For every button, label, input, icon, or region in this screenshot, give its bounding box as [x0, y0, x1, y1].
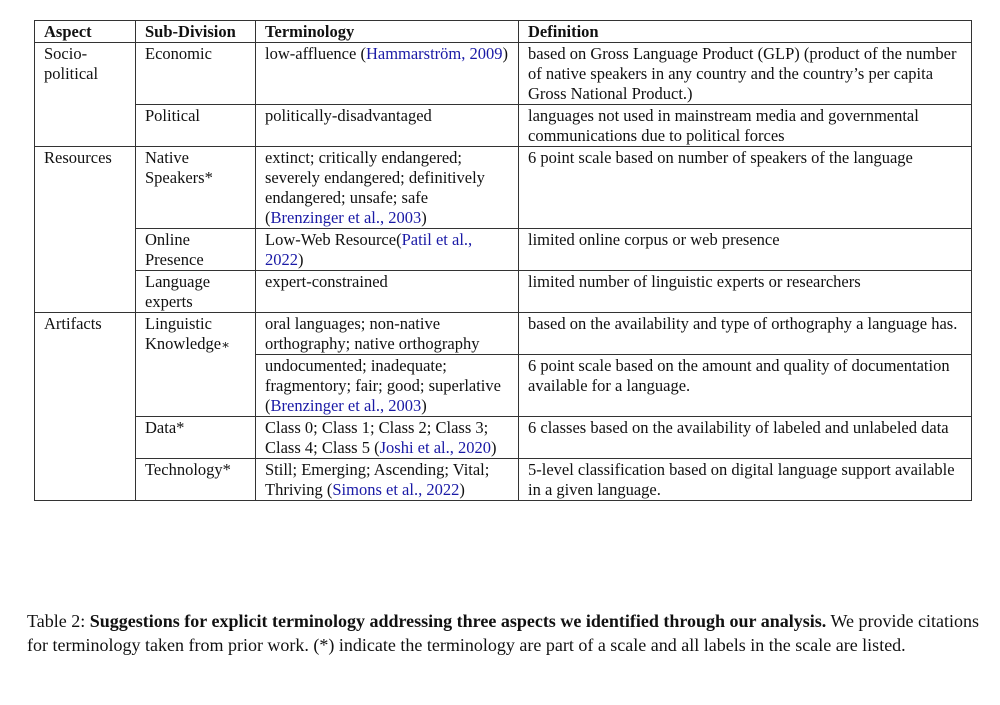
- header-aspect: Aspect: [35, 21, 136, 43]
- term-orthography: oral languages; non-native orthography; native orthography: [256, 313, 519, 355]
- table-header-row: [35, 21, 972, 43]
- term-data: Class 0; Class 1; Class 2; Class 3; Class 4; Class 5 (Joshi et al., 2020): [256, 417, 519, 459]
- table-row: [35, 147, 972, 229]
- aspect-resources: Resources: [35, 147, 136, 313]
- caption-text: We provide citations for terminology taken from prior work. (*) indicate the terminology are part of a scale and all labels in the scale are listed.: [27, 611, 979, 655]
- term-language-experts: expert-constrained: [256, 271, 519, 313]
- sub-political: Political: [136, 105, 256, 147]
- term-documentation: undocumented; inadequate; fragmentory; fair; good; superlative (Brenzinger et al., 2003): [256, 355, 519, 417]
- table-row: [35, 43, 972, 105]
- caption-label: Table 2:: [27, 611, 86, 631]
- term-economic: low-affluence (Hammarström, 2009): [256, 43, 519, 105]
- def-economic: based on Gross Language Product (GLP) (product of the number of native speakers in any country and the country’s per capita Gross National Product.): [519, 43, 972, 105]
- sub-data: Data*: [136, 417, 256, 459]
- table-row: [35, 105, 972, 147]
- table-caption: [27, 609, 979, 657]
- def-technology: 5-level classification based on digital language support available in a given language.: [519, 459, 972, 501]
- citation-link[interactable]: Brenzinger et al., 2003: [270, 396, 422, 415]
- def-political: languages not used in mainstream media and governmental communications due to political forces: [519, 105, 972, 147]
- header-definition: Definition: [519, 21, 972, 43]
- citation-link[interactable]: Joshi et al., 2020: [379, 438, 491, 457]
- header-terminology: Terminology: [256, 21, 519, 43]
- aspect-artifacts: Artifacts: [35, 313, 136, 501]
- sub-linguistic-knowledge: Linguistic Knowledge∗: [136, 313, 256, 417]
- citation-link[interactable]: Patil et al., 2022: [265, 230, 473, 269]
- table-row: [35, 271, 972, 313]
- sub-language-experts: Language experts: [136, 271, 256, 313]
- terminology-table: [34, 20, 972, 501]
- table-row: [35, 313, 972, 355]
- def-online-presence: limited online corpus or web presence: [519, 229, 972, 271]
- caption-bold: Suggestions for explicit terminology addressing three aspects we identified through our analysis.: [89, 611, 827, 631]
- citation-link[interactable]: Hammarström, 2009: [365, 44, 503, 63]
- aspect-socio-political: Socio-political: [35, 43, 136, 147]
- table-row: [35, 459, 972, 501]
- def-documentation: 6 point scale based on the amount and quality of documentation available for a language.: [519, 355, 972, 417]
- def-native-speakers: 6 point scale based on number of speakers of the language: [519, 147, 972, 229]
- term-political: politically-disadvantaged: [256, 105, 519, 147]
- header-sub-division: Sub-Division: [136, 21, 256, 43]
- citation-link[interactable]: Simons et al., 2022: [332, 480, 460, 499]
- def-orthography: based on the availability and type of orthography a language has.: [519, 313, 972, 355]
- sub-technology: Technology*: [136, 459, 256, 501]
- sub-native-speakers: Native Speakers*: [136, 147, 256, 229]
- table-row: [35, 417, 972, 459]
- term-native-speakers: extinct; critically endangered; severely endangered; definitively endangered; unsafe; safe (Brenzinger et al., 2003): [256, 147, 519, 229]
- term-technology: Still; Emerging; Ascending; Vital; Thriving (Simons et al., 2022): [256, 459, 519, 501]
- term-online-presence: Low-Web Resource(Patil et al., 2022): [256, 229, 519, 271]
- table-row: [35, 229, 972, 271]
- sub-online-presence: Online Presence: [136, 229, 256, 271]
- sub-economic: Economic: [136, 43, 256, 105]
- def-data: 6 classes based on the availability of labeled and unlabeled data: [519, 417, 972, 459]
- citation-link[interactable]: Brenzinger et al., 2003: [270, 208, 422, 227]
- def-language-experts: limited number of linguistic experts or researchers: [519, 271, 972, 313]
